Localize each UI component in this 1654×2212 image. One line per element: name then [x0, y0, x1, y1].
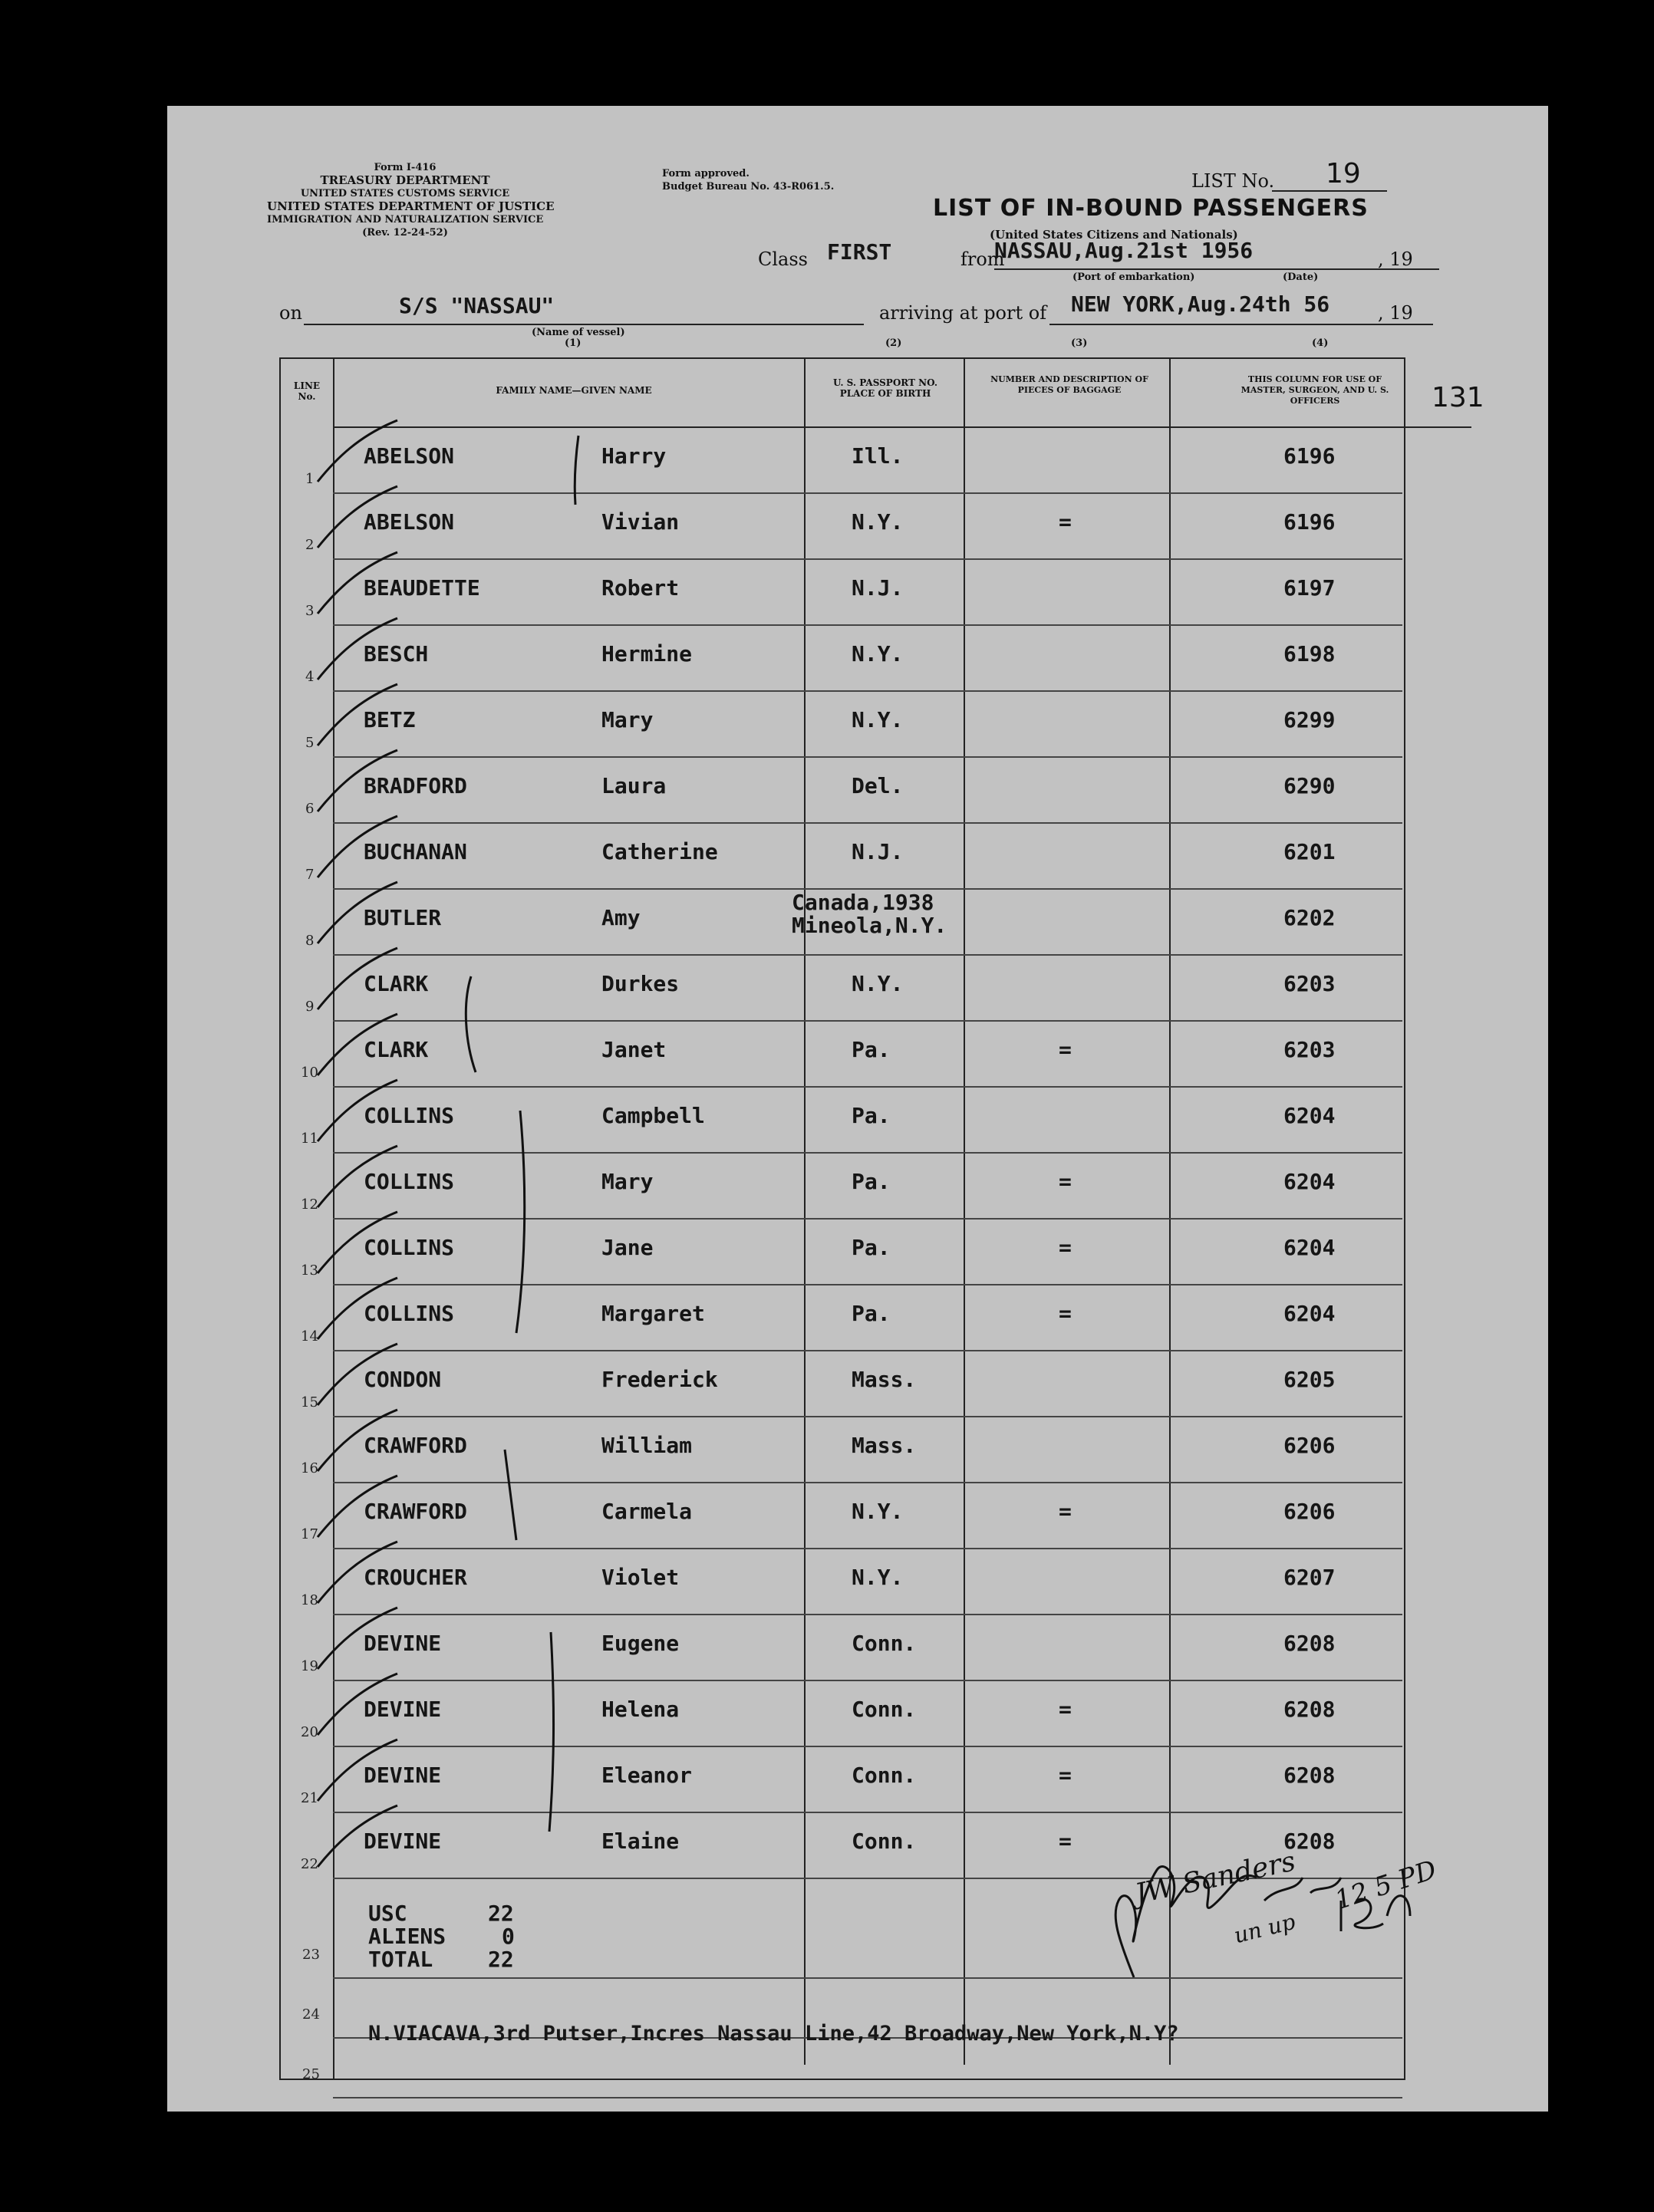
place-of-birth: Mass.: [852, 1367, 917, 1392]
family-name: CRAWFORD: [364, 1433, 467, 1458]
arriving-label: arriving at port of: [879, 302, 1047, 324]
officer-number: 6205: [1283, 1367, 1336, 1392]
baggage-count: =: [1059, 1169, 1072, 1194]
customs-service: UNITED STATES CUSTOMS SERVICE: [300, 188, 510, 199]
budget-bureau: Budget Bureau No. 43-R061.5.: [662, 181, 835, 193]
place-of-birth: N.Y.: [852, 509, 904, 535]
given-name: Janet: [601, 1037, 667, 1062]
line-number: 18: [301, 1592, 318, 1608]
officer-number: 6290: [1283, 773, 1336, 798]
officer-number: 6299: [1283, 707, 1336, 732]
family-name: CONDON: [364, 1367, 442, 1392]
officer-number: 6201: [1283, 839, 1336, 864]
given-name: Frederick: [601, 1367, 718, 1392]
total-value: 22: [488, 1947, 514, 1972]
place-of-birth: N.Y.: [852, 971, 904, 996]
arriving-year-suffix: , 19: [1378, 302, 1413, 324]
family-name: BRADFORD: [364, 773, 467, 798]
line-number: 24: [302, 2006, 320, 2023]
family-name: COLLINS: [364, 1169, 455, 1194]
page-title: LIST OF IN-BOUND PASSENGERS: [933, 195, 1369, 222]
given-name: Violet: [601, 1565, 680, 1590]
line-number: 6: [305, 801, 315, 817]
line-number: 19: [301, 1658, 318, 1674]
class-label: Class: [758, 249, 808, 270]
officer-number: 6204: [1283, 1103, 1336, 1128]
port-embark-note: (Port of embarkation): [1072, 272, 1195, 283]
aliens-value: 0: [502, 1924, 515, 1949]
line-number: 13: [301, 1262, 318, 1279]
line-number: 21: [301, 1790, 318, 1806]
baggage-count: =: [1059, 1763, 1072, 1788]
place-of-birth: N.Y.: [852, 707, 904, 732]
line-number: 11: [301, 1131, 318, 1147]
revision-date: (Rev. 12-24-52): [362, 227, 448, 239]
given-name: Carmela: [601, 1499, 693, 1524]
officer-number: 6208: [1283, 1631, 1336, 1656]
family-group-brackets: [167, 106, 1548, 2112]
family-name: COLLINS: [364, 1103, 455, 1128]
place-of-birth: Pa.: [852, 1235, 891, 1260]
form-number: Form I-416: [374, 162, 437, 173]
family-name: ABELSON: [364, 509, 455, 535]
line-number: 12: [301, 1197, 318, 1213]
place-of-birth: N.Y.: [852, 641, 904, 667]
family-name: DEVINE: [364, 1697, 442, 1722]
line-number: 4: [305, 669, 315, 685]
line-number: 1: [305, 471, 315, 487]
officer-number: 6203: [1283, 1037, 1336, 1062]
vessel-name: S/S "NASSAU": [399, 293, 555, 318]
family-name: COLLINS: [364, 1235, 455, 1260]
line-number: 3: [305, 603, 315, 619]
line-number: 22: [301, 1856, 318, 1872]
col-num-2: (2): [885, 337, 902, 349]
place-of-birth: Pa.: [852, 1301, 891, 1326]
justice-department: UNITED STATES DEPARTMENT OF JUSTICE: [267, 199, 555, 213]
usc-label: USC: [368, 1901, 407, 1926]
line-number: 7: [305, 867, 315, 883]
place-of-birth: N.J.: [852, 839, 904, 864]
officer-number: 6208: [1283, 1829, 1336, 1854]
line-number: 10: [301, 1065, 318, 1081]
treasury-department: TREASURY DEPARTMENT: [320, 173, 490, 187]
baggage-count: =: [1059, 1499, 1072, 1524]
list-no-value: 19: [1326, 158, 1361, 189]
officer-number: 6204: [1283, 1301, 1336, 1326]
baggage-count: =: [1059, 1829, 1072, 1854]
officer-number: 6203: [1283, 971, 1336, 996]
officer-number: 6204: [1283, 1169, 1336, 1194]
usc-value: 22: [488, 1901, 514, 1926]
page-subtitle: (United States Citizens and Nationals): [990, 228, 1238, 242]
family-name: COLLINS: [364, 1301, 455, 1326]
given-name: Catherine: [601, 839, 718, 864]
given-name: Elaine: [601, 1829, 680, 1854]
place-of-birth: Conn.: [852, 1631, 917, 1656]
given-name: Helena: [601, 1697, 680, 1722]
given-name: Durkes: [601, 971, 680, 996]
page-number: 131: [1432, 382, 1484, 413]
place-of-birth: Conn.: [852, 1763, 917, 1788]
baggage-count: =: [1059, 1037, 1072, 1062]
family-name: BUTLER: [364, 905, 442, 930]
family-name: DEVINE: [364, 1829, 442, 1854]
col-num-4: (4): [1312, 337, 1329, 349]
officer-number: 6198: [1283, 641, 1336, 667]
place-of-birth: Pa.: [852, 1169, 891, 1194]
place-of-birth: Pa.: [852, 1037, 891, 1062]
form-approved: Form approved.: [662, 168, 750, 179]
manifest-page: [167, 106, 1548, 2112]
line-number: 5: [305, 735, 315, 751]
given-name: Jane: [601, 1235, 654, 1260]
family-name: CROUCHER: [364, 1565, 467, 1590]
given-name: Eleanor: [601, 1763, 693, 1788]
given-name: Laura: [601, 773, 667, 798]
baggage-count: =: [1059, 1301, 1072, 1326]
class-value: FIRST: [827, 239, 892, 265]
from-year-suffix: , 19: [1378, 249, 1413, 270]
line-number: 20: [301, 1724, 318, 1740]
place-of-birth: N.Y.: [852, 1499, 904, 1524]
col-num-3: (3): [1071, 337, 1088, 349]
given-name: Campbell: [601, 1103, 705, 1128]
given-name: Robert: [601, 575, 680, 601]
officer-number: 6206: [1283, 1433, 1336, 1458]
officer-number: 6208: [1283, 1763, 1336, 1788]
given-name: William: [601, 1433, 693, 1458]
place-of-birth: N.Y.: [852, 1565, 904, 1590]
family-name: CLARK: [364, 971, 429, 996]
place-of-birth: Canada,1938 Mineola,N.Y.: [792, 890, 947, 938]
officer-number: 6202: [1283, 905, 1336, 930]
given-name: Amy: [601, 905, 641, 930]
col-header-baggage: NUMBER AND DESCRIPTION OF PIECES OF BAGGAGE: [990, 374, 1148, 395]
family-name: ABELSON: [364, 443, 455, 469]
signature-code: 12 5 PD: [1331, 1854, 1441, 1917]
ins-service: IMMIGRATION AND NATURALIZATION SERVICE: [267, 214, 544, 225]
family-name: BESCH: [364, 641, 429, 667]
officer-number: 6204: [1283, 1235, 1336, 1260]
arriving-value: NEW YORK,Aug.24th 56: [1071, 291, 1330, 317]
line-number: 25: [302, 2066, 320, 2082]
baggage-count: =: [1059, 509, 1072, 535]
line-number: 23: [302, 1947, 320, 1963]
vessel-note: (Name of vessel): [532, 327, 625, 338]
family-name: DEVINE: [364, 1631, 442, 1656]
place-of-birth: Pa.: [852, 1103, 891, 1128]
on-label: on: [279, 302, 302, 324]
officer-number: 6196: [1283, 443, 1336, 469]
family-name: CRAWFORD: [364, 1499, 467, 1524]
signature-note: un up: [1231, 1908, 1298, 1949]
baggage-count: =: [1059, 1697, 1072, 1722]
given-name: Mary: [601, 707, 654, 732]
place-of-birth: Ill.: [852, 443, 904, 469]
line-number: 16: [301, 1460, 318, 1476]
aliens-label: ALIENS: [368, 1924, 446, 1949]
place-of-birth: Conn.: [852, 1697, 917, 1722]
line-number: 14: [301, 1328, 318, 1345]
officer-number: 6208: [1283, 1697, 1336, 1722]
col-header-officers: THIS COLUMN FOR USE OF MASTER, SURGEON, AND U. S. OFFICERS: [1240, 374, 1389, 406]
given-name: Mary: [601, 1169, 654, 1194]
family-name: BETZ: [364, 707, 416, 732]
col-num-1: (1): [565, 337, 582, 349]
line-number: 8: [305, 933, 315, 949]
line-number: 15: [301, 1394, 318, 1410]
officer-number: 6207: [1283, 1565, 1336, 1590]
given-name: Margaret: [601, 1301, 705, 1326]
col-header-name: FAMILY NAME—GIVEN NAME: [496, 385, 652, 396]
place-of-birth: Mass.: [852, 1433, 917, 1458]
baggage-count: =: [1059, 1235, 1072, 1260]
family-name: BEAUDETTE: [364, 575, 480, 601]
given-name: Eugene: [601, 1631, 680, 1656]
family-name: BUCHANAN: [364, 839, 467, 864]
given-name: Hermine: [601, 641, 693, 667]
line-number: 9: [305, 999, 315, 1015]
place-of-birth: Conn.: [852, 1829, 917, 1854]
col-header-passport: U. S. PASSPORT NO. PLACE OF BIRTH: [832, 377, 938, 399]
place-of-birth: N.J.: [852, 575, 904, 601]
footer-agent-line: N.VIACAVA,3rd Putser,Incres Nassau Line,42 Broadway,New York,N.Y?: [368, 2022, 1179, 2046]
officer-number: 6196: [1283, 509, 1336, 535]
list-no-label: LIST No.: [1191, 170, 1275, 192]
family-name: DEVINE: [364, 1763, 442, 1788]
line-number: 2: [305, 537, 315, 553]
from-value: NASSAU,Aug.21st 1956: [994, 238, 1254, 263]
place-of-birth: Del.: [852, 773, 904, 798]
officer-number: 6197: [1283, 575, 1336, 601]
col-header-line: LINE No.: [293, 380, 321, 402]
officer-number: 6206: [1283, 1499, 1336, 1524]
line-number: 17: [301, 1526, 318, 1542]
total-label: TOTAL: [368, 1947, 433, 1972]
family-name: CLARK: [364, 1037, 429, 1062]
signature-text: JW Sanders: [1132, 1845, 1299, 1911]
given-name: Vivian: [601, 509, 680, 535]
given-name: Harry: [601, 443, 667, 469]
from-label: from: [960, 249, 1005, 270]
date-note: (Date): [1283, 272, 1319, 283]
